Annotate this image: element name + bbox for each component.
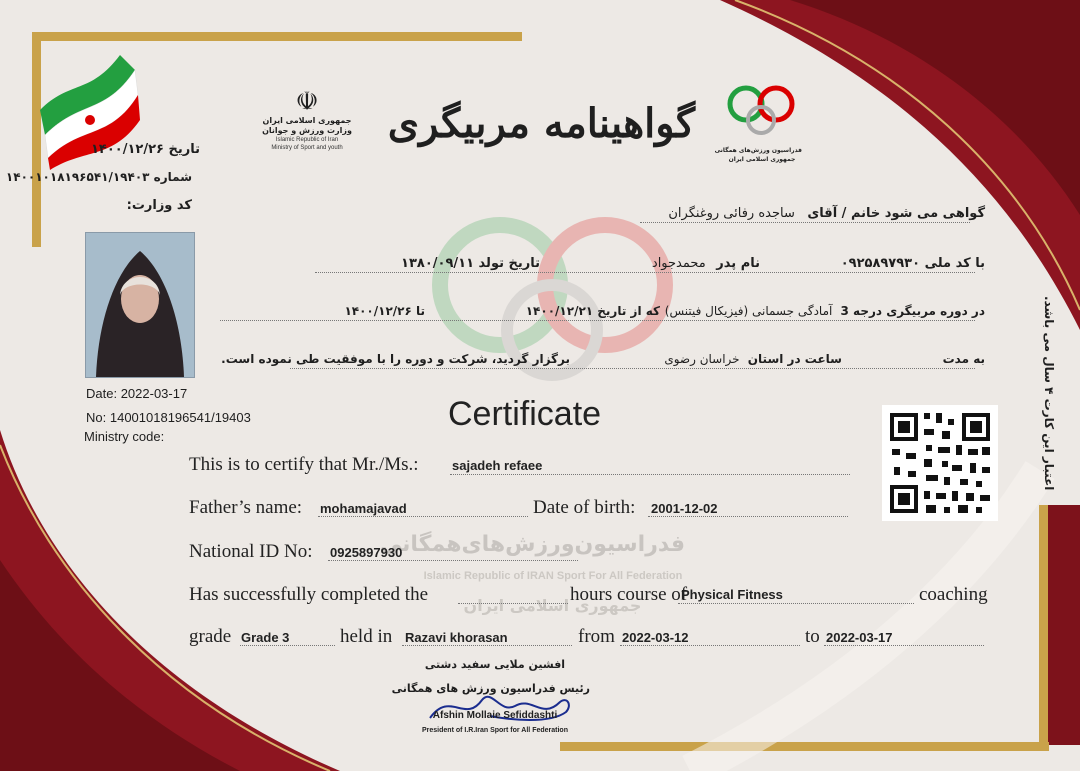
fa-certify-label: گواهی می شود خانم / آقای bbox=[807, 206, 985, 221]
en-line1-dots bbox=[450, 474, 850, 475]
en-id-dots bbox=[328, 560, 578, 561]
fa-father-group bbox=[652, 256, 760, 271]
en-father-value: mohamajavad bbox=[320, 501, 407, 516]
validity-note: اعتبار این کارت ۴ سال می باشد. bbox=[1042, 295, 1056, 490]
en-dob-value: 2001-12-02 bbox=[651, 501, 718, 516]
fa-name-value: ساجده رفائی روغنگران bbox=[668, 206, 795, 221]
fa-closing-text: برگزار گردید، شرکت و دوره را با موفقیت طی نموده است. bbox=[221, 352, 570, 366]
en-grade-label: grade bbox=[189, 626, 232, 647]
fa-number-value: ۱۴۰۰۱۰۱۸۱۹۶۵۴۱/۱۹۴۰۳ bbox=[5, 170, 150, 184]
en-name-value: sajadeh refaee bbox=[452, 458, 543, 473]
en-ministry-label: Ministry code: bbox=[84, 429, 165, 444]
en-number-row bbox=[86, 410, 251, 425]
signature-mark bbox=[420, 680, 580, 730]
emblem-fa-line1: جمهوری اسلامی ایران bbox=[262, 116, 352, 125]
en-course-dots bbox=[678, 603, 914, 604]
persian-title: گواهینامه مربیگری bbox=[387, 100, 695, 147]
en-hours-label: hours course of bbox=[570, 584, 688, 605]
signatory-fa-name: افشین ملایی سفید دشتی bbox=[424, 658, 566, 671]
en-place-dots bbox=[402, 645, 572, 646]
holder-photo bbox=[85, 232, 195, 378]
fa-line1-dots bbox=[640, 222, 970, 223]
fa-id-group bbox=[841, 256, 985, 271]
fa-line4-dots bbox=[290, 368, 975, 369]
en-to-dots bbox=[824, 645, 984, 646]
fa-dob-group bbox=[401, 256, 540, 271]
fa-father-value: محمدجواد bbox=[651, 256, 706, 271]
en-dob-dots bbox=[648, 516, 848, 517]
fa-from-label: که از تاریخ bbox=[597, 304, 660, 318]
qr-code-icon bbox=[882, 405, 998, 521]
watermark-fa-country: جمهوری اسلامی ایران bbox=[463, 596, 642, 615]
watermark-fa-name: فدراسیون‌ورزش‌های‌همگانی bbox=[379, 532, 685, 557]
en-from-dots bbox=[620, 645, 800, 646]
emblem-fa-line2: وزارت ورزش و جوانان bbox=[262, 126, 352, 135]
en-date-label: Date: bbox=[86, 386, 118, 401]
fa-province-group bbox=[664, 352, 842, 366]
en-date-value: 2022-03-17 bbox=[120, 386, 188, 401]
fa-number-label: شماره bbox=[153, 170, 192, 184]
signatory-fa-title: رئیس فدراسیون ورزش های همگانی bbox=[391, 682, 590, 695]
fa-duration-label: به مدت bbox=[942, 352, 985, 366]
en-date-row bbox=[86, 386, 187, 401]
fa-father-label: نام پدر bbox=[716, 256, 760, 271]
en-dob-label: Date of birth: bbox=[533, 497, 636, 518]
federation-rings-icon bbox=[722, 80, 802, 142]
en-to-label: to bbox=[805, 626, 820, 647]
fa-dob-label: تاریخ تولد bbox=[478, 256, 540, 271]
emblem-en-line1: Islamic Republic of Iran bbox=[275, 137, 339, 143]
fa-number-row bbox=[6, 170, 192, 184]
fa-date-row bbox=[91, 142, 200, 157]
fa-dob-value: ۱۳۸۰/۰۹/۱۱ bbox=[401, 256, 475, 271]
en-to-value: 2022-03-17 bbox=[826, 630, 893, 645]
english-title: Certificate bbox=[448, 395, 602, 433]
fa-ministry-label: کد وزارت: bbox=[126, 198, 192, 213]
federation-logo bbox=[714, 80, 802, 164]
fa-to-label: تا bbox=[415, 304, 425, 318]
qr-code bbox=[882, 405, 998, 521]
fa-line3-dots bbox=[220, 320, 975, 321]
federation-fa-line1: فدراسیون ورزش‌های همگانی bbox=[714, 147, 802, 154]
emblem-icon: ☫ bbox=[295, 87, 319, 117]
fa-to-value: ۱۴۰۰/۱۲/۲۶ bbox=[344, 304, 412, 318]
en-coaching-label: coaching bbox=[919, 584, 988, 605]
en-hours-dots bbox=[458, 603, 568, 604]
en-from-value: 2022-03-12 bbox=[622, 630, 689, 645]
fa-to-group bbox=[344, 304, 425, 318]
fa-id-label: با کد ملی bbox=[924, 256, 985, 271]
en-certify-label: This is to certify that Mr./Ms.: bbox=[189, 454, 419, 475]
en-number-label: No: bbox=[86, 410, 107, 425]
portrait-icon bbox=[86, 233, 194, 377]
signatory-en-title: President of I.R.Iran Sport for All Federation bbox=[422, 727, 568, 734]
fa-date-label: تاریخ bbox=[168, 142, 200, 157]
signatory-en-name: Afshin Mollaie Sefiddashti bbox=[432, 710, 558, 721]
en-number-value: 14001018196541/19403 bbox=[109, 410, 251, 425]
en-held-label: held in bbox=[340, 626, 393, 647]
en-father-dots bbox=[318, 516, 528, 517]
fa-date-value: ۱۴۰۰/۱۲/۲۶ bbox=[90, 142, 164, 157]
ministry-emblem bbox=[262, 88, 352, 152]
en-id-value: 0925897930 bbox=[330, 545, 403, 560]
fa-body-line1 bbox=[668, 206, 985, 221]
en-completed-label: Has successfully completed the bbox=[189, 584, 429, 605]
fa-course-label: در دوره مربیگری درجه 3 bbox=[840, 304, 985, 318]
fa-id-value: ۰۹۲۵۸۹۷۹۳۰ bbox=[840, 256, 921, 271]
fa-hours-label: ساعت در استان bbox=[747, 352, 842, 366]
fa-line2-dots bbox=[315, 272, 975, 273]
federation-fa-line2: جمهوری اسلامی ایران bbox=[728, 156, 796, 163]
en-father-label: Father’s name: bbox=[189, 497, 303, 518]
watermark-en-name: Islamic Republic of IRAN Sport For All Federation bbox=[423, 570, 683, 582]
en-place-value: Razavi khorasan bbox=[405, 630, 508, 645]
en-course-value: Physical Fitness bbox=[681, 587, 783, 602]
emblem-en-line2: Ministry of Sport and youth bbox=[271, 145, 343, 151]
fa-province-value: خراسان رضوی bbox=[664, 352, 740, 366]
en-grade-value: Grade 3 bbox=[241, 630, 290, 645]
en-from-label: from bbox=[578, 626, 615, 647]
fa-course-group bbox=[665, 304, 985, 318]
fa-from-value: ۱۴۰۰/۱۲/۲۱ bbox=[525, 304, 594, 318]
en-grade-dots bbox=[240, 645, 335, 646]
en-id-label: National ID No: bbox=[189, 541, 313, 562]
fa-course-value: آمادگی جسمانی (فیزیکال فیتنس) bbox=[664, 304, 833, 318]
fa-from-group bbox=[526, 304, 660, 318]
